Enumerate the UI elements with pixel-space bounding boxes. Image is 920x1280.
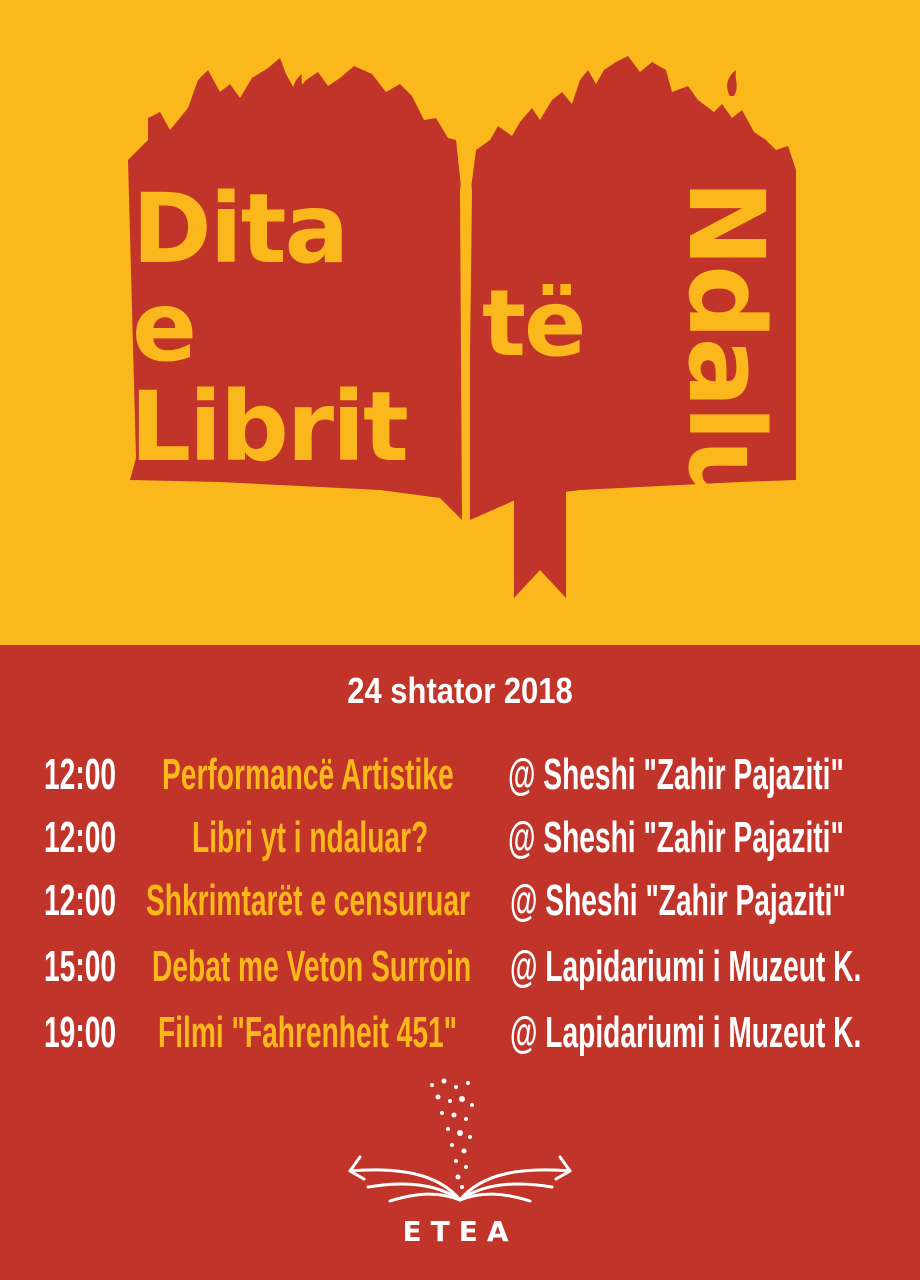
schedule-event: Libri yt i ndaluar?	[192, 813, 429, 862]
schedule-time: 12:00	[44, 813, 117, 862]
schedule-time: 12:00	[44, 750, 117, 799]
event-date: 24 shtator 2018	[347, 670, 573, 711]
flame-wisp-far-right	[727, 70, 737, 96]
schedule-venue: @ Lapidariumi i Muzeut K.	[510, 1008, 862, 1057]
schedule-time: 12:00	[44, 876, 117, 925]
schedule-event: Shkrimtarët e censuruar	[146, 876, 470, 925]
title-line-librit: Librit	[130, 371, 407, 483]
schedule-row	[0, 745, 920, 805]
schedule-venue: @ Sheshi "Zahir Pajaziti"	[508, 813, 844, 862]
schedule-row	[0, 808, 920, 868]
schedule-time: 19:00	[44, 1008, 117, 1057]
title-line-e: e	[132, 271, 196, 383]
schedule-event: Performancë Artistike	[162, 750, 454, 799]
schedule-venue: @ Lapidariumi i Muzeut K.	[510, 942, 862, 991]
schedule-row	[0, 871, 920, 931]
schedule-row	[0, 937, 920, 997]
title-line-te: të	[482, 270, 585, 377]
schedule-venue: @ Sheshi "Zahir Pajaziti"	[508, 750, 844, 799]
schedule-event: Debat me Veton Surroin	[152, 942, 472, 991]
flame-wisp-left	[293, 74, 303, 100]
schedule-event: Filmi "Fahrenheit 451"	[158, 1008, 457, 1057]
schedule-venue: @ Sheshi "Zahir Pajaziti"	[510, 876, 846, 925]
bookmark-ribbon	[514, 470, 566, 598]
logo-text: ETEA	[402, 1215, 518, 1248]
schedule-time: 15:00	[44, 942, 117, 991]
flame-wisp-right	[574, 84, 585, 112]
schedule-row	[0, 1003, 920, 1063]
title-line-ndaluar: Ndaluar	[665, 180, 787, 629]
title-line-dita: Dita	[132, 173, 348, 285]
